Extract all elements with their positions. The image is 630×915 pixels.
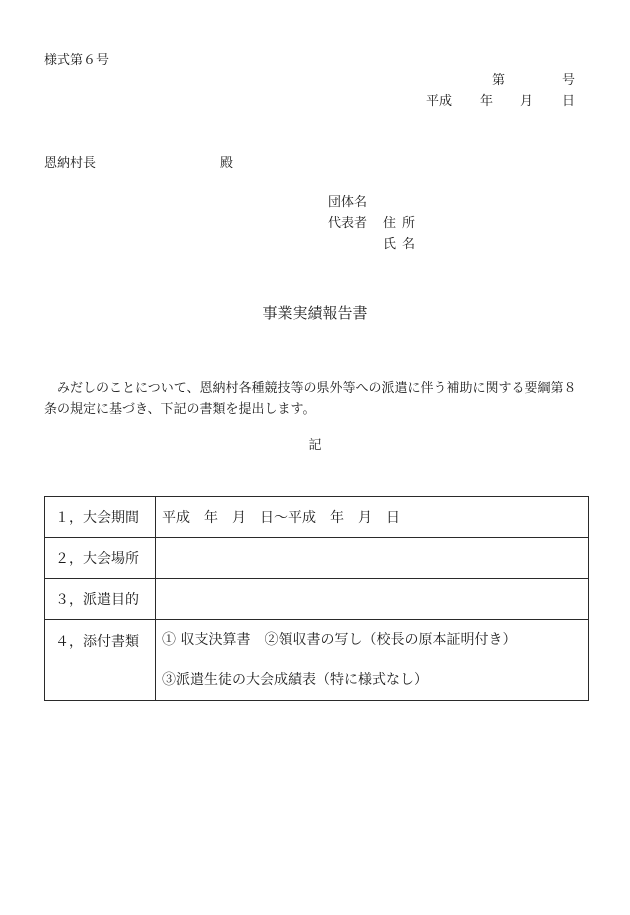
row-value (156, 579, 589, 620)
organization-label: 団体名 (328, 195, 368, 210)
date-era: 平成 (426, 94, 453, 109)
body-text: みだしのことについて、恩納村各種競技等の県外等への派遣に伴う補助に関する要綱第８条の規定に基づき、下記の書類を提出します。 (44, 381, 577, 417)
address-label: 住所 (383, 216, 422, 231)
date-month: 月 (520, 94, 534, 109)
attachment-line: ① 収支決算書 ②領収書の写し（校長の原本証明付き） (162, 632, 517, 648)
name-label: 氏名 (383, 237, 422, 252)
row-value: 平成 年 月 日～平成 年 月 日 (156, 497, 589, 538)
doc-number-prefix: 第 (492, 73, 506, 88)
row-label: １，大会期間 (45, 497, 156, 538)
table-row (45, 497, 589, 538)
ki-heading: 記 (308, 438, 322, 453)
table-row (45, 538, 589, 579)
addressee-honorific: 殿 (220, 156, 234, 171)
info-table (44, 496, 589, 701)
doc-number-suffix: 号 (562, 73, 576, 88)
row-value (156, 620, 589, 701)
row-label: ４，添付書類 (45, 620, 156, 701)
row-value (156, 538, 589, 579)
addressee-name: 恩納村長 (44, 156, 97, 171)
row-label: ３，派遣目的 (45, 579, 156, 620)
date-year: 年 (480, 94, 494, 109)
row-label: ２，大会場所 (45, 538, 156, 579)
document-title: 事業実績報告書 (262, 304, 368, 322)
attachment-line: ③派遣生徒の大会成績表（特に様式なし） (162, 672, 428, 688)
form-number: 様式第６号 (44, 53, 110, 68)
table-row (45, 620, 589, 701)
date-day: 日 (562, 94, 576, 109)
table-row (45, 579, 589, 620)
representative-label: 代表者 (328, 216, 368, 231)
